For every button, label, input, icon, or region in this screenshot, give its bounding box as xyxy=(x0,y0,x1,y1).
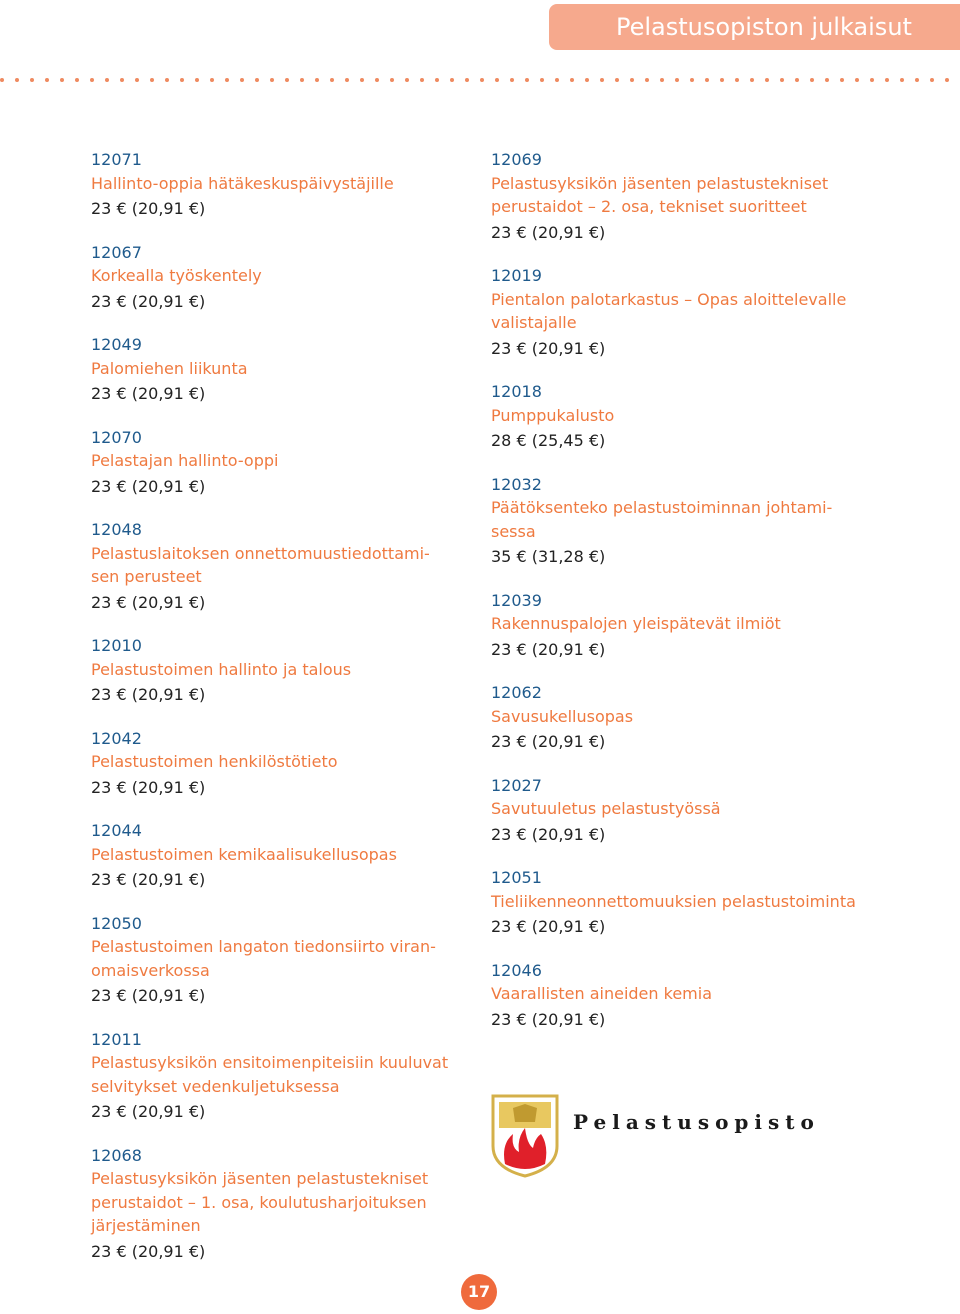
divider-dot xyxy=(210,78,214,82)
divider-dot xyxy=(240,78,244,82)
divider-dot xyxy=(180,78,184,82)
publication-item xyxy=(491,959,891,1032)
divider-dot xyxy=(780,78,784,82)
publication-code: 12032 xyxy=(491,474,542,494)
divider-dot xyxy=(630,78,634,82)
publication-item xyxy=(91,426,471,499)
divider-dot xyxy=(885,78,889,82)
publication-item xyxy=(491,264,891,360)
publication-item xyxy=(491,866,891,939)
divider-dot xyxy=(90,78,94,82)
divider-dot xyxy=(150,78,154,82)
divider-dot xyxy=(45,78,49,82)
publication-code: 12070 xyxy=(91,427,142,447)
divider-dot xyxy=(870,78,874,82)
publication-price: 23 € (20,91 €) xyxy=(491,222,606,242)
publication-title: Pelastustoimen hallinto ja talous xyxy=(91,659,352,679)
divider-dot xyxy=(930,78,934,82)
logo-wordmark: Pelastusopisto xyxy=(573,1110,820,1134)
divider-dot xyxy=(585,78,589,82)
publication-code: 12049 xyxy=(91,335,142,354)
publication-title: Pumppukalusto xyxy=(491,405,615,425)
divider-dot xyxy=(450,78,454,82)
divider-dot xyxy=(720,78,724,82)
divider-dot xyxy=(315,78,319,82)
divider-dot xyxy=(375,78,379,82)
publication-price: 23 € (20,91 €) xyxy=(491,338,606,358)
publication-title: Pelastajan hallinto-oppi xyxy=(91,451,279,470)
publication-item xyxy=(91,333,471,406)
publication-price: 23 € (20,91 €) xyxy=(491,732,606,751)
divider-dot xyxy=(345,78,349,82)
page-header-title: Pelastusopiston julkaisut xyxy=(616,13,912,41)
publication-code: 12046 xyxy=(491,960,542,980)
publication-item xyxy=(91,148,471,221)
publication-title: Pelastusyksikön jäsenten pelastustekniset perustaidot – 2. osa, tekniset suoritteet xyxy=(491,173,829,216)
publication-item xyxy=(491,774,891,847)
publication-code: 12039 xyxy=(491,590,542,610)
publication-price: 28 € (25,45 €) xyxy=(491,431,606,450)
publication-code: 12051 xyxy=(491,868,542,887)
publication-price: 35 € (31,28 €) xyxy=(491,547,606,566)
divider-dot xyxy=(705,78,709,82)
publication-item xyxy=(491,380,891,453)
publication-code: 12019 xyxy=(491,266,542,285)
divider-dot xyxy=(300,78,304,82)
divider-dot xyxy=(480,78,484,82)
publication-price: 23 € (20,91 €) xyxy=(491,639,606,659)
publication-title: Pelastusyksikön jäsenten pelastustekniset perustaidot – 1. osa, koulutusharjoituksen järjestäminen xyxy=(91,1169,429,1235)
divider-dot xyxy=(690,78,694,82)
publication-price: 23 € (20,91 €) xyxy=(91,1102,206,1121)
publication-code: 12048 xyxy=(91,520,142,539)
publication-price: 23 € (20,91 €) xyxy=(91,592,206,612)
divider-dot xyxy=(360,78,364,82)
divider-dot xyxy=(675,78,679,82)
divider-dot xyxy=(270,78,274,82)
divider-dot xyxy=(660,78,664,82)
publication-title: Pientalon palotarkastus – Opas aloittelevalle valistajalle xyxy=(491,289,847,332)
publication-item xyxy=(491,681,891,754)
publication-item xyxy=(91,727,471,800)
publication-price: 23 € (20,91 €) xyxy=(91,870,206,889)
publication-code: 12067 xyxy=(91,242,142,262)
publication-price: 23 € (20,91 €) xyxy=(91,199,206,218)
publication-title: Pelastusyksikön ensitoimenpiteisiin kuuluvat selvitykset vedenkuljetuksessa xyxy=(91,1053,449,1096)
publication-list-left xyxy=(91,148,471,1283)
publication-code: 12044 xyxy=(91,821,142,840)
shield-flame-icon xyxy=(491,1094,559,1178)
publication-code: 12027 xyxy=(491,775,542,795)
publication-title: Savusukellusopas xyxy=(491,706,634,726)
publication-title: Rakennuspalojen yleispätevät ilmiöt xyxy=(491,614,781,633)
publication-price: 23 € (20,91 €) xyxy=(91,384,206,403)
divider-dot xyxy=(735,78,739,82)
divider-dot xyxy=(915,78,919,82)
divider-dot xyxy=(795,78,799,82)
publication-title: Vaarallisten aineiden kemia xyxy=(491,984,712,1003)
divider-dot xyxy=(600,78,604,82)
publication-item xyxy=(91,1028,471,1124)
divider-dot xyxy=(495,78,499,82)
publication-title: Palomiehen liikunta xyxy=(91,358,248,378)
publication-price: 23 € (20,91 €) xyxy=(491,917,606,936)
publication-price: 23 € (20,91 €) xyxy=(91,986,206,1005)
divider-dot xyxy=(30,78,34,82)
publication-item xyxy=(91,1144,471,1264)
divider-dot xyxy=(840,78,844,82)
divider-dot xyxy=(945,78,949,82)
publication-code: 12042 xyxy=(91,728,142,748)
divider-dot xyxy=(825,78,829,82)
divider-dot xyxy=(855,78,859,82)
divider-dot xyxy=(900,78,904,82)
dotted-divider xyxy=(0,78,960,84)
publication-code: 12018 xyxy=(491,382,542,401)
publication-item xyxy=(91,241,471,314)
divider-dot xyxy=(405,78,409,82)
publication-code: 12062 xyxy=(491,683,542,702)
publication-price: 23 € (20,91 €) xyxy=(91,291,206,311)
publication-list-right xyxy=(491,148,891,1051)
publication-title: Hallinto-oppia hätäkeskuspäivystäjille xyxy=(91,173,394,193)
publication-price: 23 € (20,91 €) xyxy=(491,1009,606,1029)
publication-price: 23 € (20,91 €) xyxy=(91,1241,206,1261)
publication-item xyxy=(91,518,471,614)
divider-dot xyxy=(435,78,439,82)
divider-dot xyxy=(750,78,754,82)
divider-dot xyxy=(60,78,64,82)
publication-item xyxy=(491,473,891,569)
divider-dot xyxy=(420,78,424,82)
publication-price: 23 € (20,91 €) xyxy=(91,777,206,797)
divider-dot xyxy=(330,78,334,82)
publication-price: 23 € (20,91 €) xyxy=(491,824,606,844)
divider-dot xyxy=(165,78,169,82)
divider-dot xyxy=(540,78,544,82)
publication-code: 12068 xyxy=(91,1145,142,1165)
publication-title: Pelastustoimen kemikaalisukellusopas xyxy=(91,844,397,864)
divider-dot xyxy=(510,78,514,82)
divider-dot xyxy=(285,78,289,82)
publication-code: 12071 xyxy=(91,150,142,169)
divider-dot xyxy=(765,78,769,82)
divider-dot xyxy=(75,78,79,82)
divider-dot xyxy=(120,78,124,82)
publication-item xyxy=(491,589,891,662)
publication-item xyxy=(91,912,471,1008)
publication-title: Korkealla työskentely xyxy=(91,266,262,285)
divider-dot xyxy=(810,78,814,82)
publication-price: 23 € (20,91 €) xyxy=(91,476,206,496)
publication-code: 12011 xyxy=(91,1029,142,1049)
divider-dot xyxy=(195,78,199,82)
publication-code: 12069 xyxy=(491,150,542,169)
divider-dot xyxy=(15,78,19,82)
divider-dot xyxy=(0,78,4,82)
divider-dot xyxy=(135,78,139,82)
divider-dot xyxy=(225,78,229,82)
publication-title: Päätöksenteko pelastustoiminnan johtami- sessa xyxy=(491,498,833,541)
publication-code: 12010 xyxy=(91,636,142,655)
divider-dot xyxy=(615,78,619,82)
publication-item xyxy=(91,634,471,707)
divider-dot xyxy=(255,78,259,82)
divider-dot xyxy=(645,78,649,82)
divider-dot xyxy=(105,78,109,82)
page-number: 17 xyxy=(461,1274,497,1310)
publication-price: 23 € (20,91 €) xyxy=(91,685,206,704)
publication-title: Tieliikenneonnettomuuksien pelastustoiminta xyxy=(491,891,856,911)
divider-dot xyxy=(390,78,394,82)
divider-dot xyxy=(465,78,469,82)
publication-title: Pelastustoimen langaton tiedonsiirto viran- omaisverkossa xyxy=(91,937,436,980)
publication-item xyxy=(491,148,891,244)
publication-title: Pelastustoimen henkilöstötieto xyxy=(91,752,338,771)
publication-item xyxy=(91,819,471,892)
publication-title: Pelastuslaitoksen onnettomuustiedottami- sen perusteet xyxy=(91,543,430,586)
divider-dot xyxy=(525,78,529,82)
publication-title: Savutuuletus pelastustyössä xyxy=(491,799,721,818)
publication-code: 12050 xyxy=(91,913,142,933)
divider-dot xyxy=(555,78,559,82)
divider-dot xyxy=(570,78,574,82)
